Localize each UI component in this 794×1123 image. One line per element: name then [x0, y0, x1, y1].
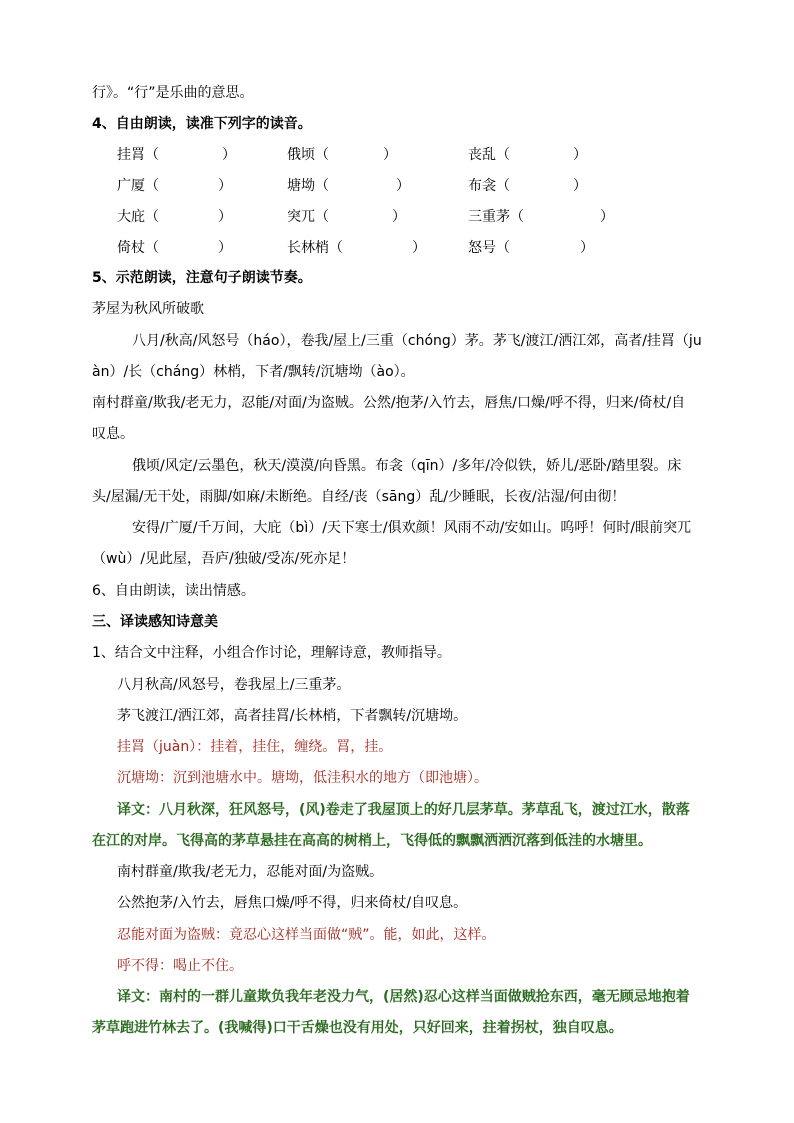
vocab-item: 挂罥（ — [117, 147, 159, 163]
vocab-item: 广厦（ — [117, 178, 159, 194]
question-6: 6、自由朗读，读出情感。 — [92, 583, 255, 599]
verse-line: 公然抱茅/入竹去，唇焦口燥/呼不得，归来倚杖/自叹息。 — [117, 895, 468, 911]
verse-line: 八月秋高/风怒号，卷我屋上/三重茅。 — [117, 677, 351, 693]
vocab-paren: ） — [218, 178, 232, 194]
verse-line: 茅飞渡江/洒江郊，高者挂罥/长林梢，下者飘转/沉塘坳。 — [117, 708, 468, 724]
vocab-paren: ） — [383, 147, 397, 163]
text-line: 行》。“行”是乐曲的意思。 — [92, 85, 254, 101]
vocab-paren: ） — [412, 240, 426, 256]
poem-line: 安得/广厦/千万间，大庇（bì）/天下寒士/俱欢颜！风雨不动/安如山。呜呼！何时/眼前突兀 — [132, 520, 692, 536]
translation-line: 译文：八月秋深，狂风怒号，(风)卷走了我屋顶上的好几层茅草。茅草乱飞，渡过江水，散落 — [117, 802, 690, 818]
vocab-item: 怒号（ — [468, 240, 510, 256]
poem-line: 南村群童/欺我/老无力，忍能/对面/为盗贼。公然/抱茅/入竹去，唇焦/口燥/呼不得，归来/倚杖/自 — [92, 395, 686, 411]
section-heading: 三、译读感知诗意美 — [92, 614, 218, 630]
annotation-note: 呼不得：喝止不住。 — [117, 958, 243, 974]
poem-title: 茅屋为秋风所破歌 — [92, 301, 204, 317]
vocab-item: 布衾（ — [468, 178, 510, 194]
translation-line: 译文：南村的一群儿童欺负我年老没力气，(居然)忍心这样当面做贼抢东西，毫无顾忌地抱着 — [117, 989, 690, 1005]
annotation-note: 挂罥（juàn）：挂着，挂住，缠绕。罥，挂。 — [117, 739, 393, 755]
vocab-paren: ） — [573, 178, 587, 194]
annotation-note: 沉塘坳：沉到池塘水中。塘坳，低洼积水的地方（即池塘）。 — [117, 770, 488, 786]
vocab-paren: ） — [396, 178, 410, 194]
translation-line: 在江的对岸。飞得高的茅草悬挂在高高的树梢上，飞得低的飘飘洒洒沉落到低洼的水塘里。 — [92, 833, 652, 849]
verse-line: 南村群童/欺我/老无力，忍能对面/为盗贼。 — [117, 864, 384, 880]
annotation-note: 忍能对面为盗贼：竟忍心这样当面做“贼”。能，如此，这样。 — [117, 927, 496, 943]
poem-line: （wù）/见此屋，吾庐/独破/受冻/死亦足！ — [92, 551, 356, 567]
vocab-paren: ） — [573, 147, 587, 163]
question-4: 4、自由朗读，读准下列字的读音。 — [92, 116, 312, 132]
question-5: 5、示范朗读，注意句子朗读节奏。 — [92, 270, 312, 286]
translation-line: 茅草跑进竹林去了。(我喊得)口干舌燥也没有用处，只好回来，拄着拐杖，独自叹息。 — [92, 1020, 623, 1036]
vocab-paren: ） — [218, 209, 232, 225]
vocab-paren: ） — [600, 209, 614, 225]
vocab-item: 俄顷（ — [287, 147, 329, 163]
vocab-item: 倚杖（ — [117, 240, 159, 256]
vocab-paren: ） — [222, 147, 236, 163]
vocab-item: 丧乱（ — [468, 147, 510, 163]
vocab-item: 长林梢（ — [287, 240, 343, 256]
poem-line: 俄顷/风定/云墨色，秋天/漠漠/向昏黑。布衾（qīn）/多年/冷似铁，娇儿/恶卧/踏里裂。床 — [132, 458, 682, 474]
poem-line: àn）/长（cháng）林梢，下者/飘转/沉塘坳（ào）。 — [92, 364, 415, 380]
question-1: 1、结合文中注释，小组合作讨论，理解诗意，教师指导。 — [92, 645, 451, 661]
poem-line: 八月/秋高/风怒号（háo），卷我/屋上/三重（chóng）茅。茅飞/渡江/洒江郊，高者/挂罥（ju — [132, 333, 702, 349]
vocab-item: 突兀（ — [287, 209, 329, 225]
poem-line: 叹息。 — [92, 426, 134, 442]
vocab-item: 三重茅（ — [468, 209, 524, 225]
vocab-item: 塘坳（ — [287, 178, 329, 194]
vocab-paren: ） — [392, 209, 406, 225]
vocab-item: 大庇（ — [117, 209, 159, 225]
vocab-paren: ） — [218, 240, 232, 256]
poem-line: 头/屋漏/无干处，雨脚/如麻/未断绝。自经/丧（sāng）乱/少睡眠，长夜/沾湿/何由彻！ — [92, 489, 626, 505]
vocab-paren: ） — [580, 240, 594, 256]
